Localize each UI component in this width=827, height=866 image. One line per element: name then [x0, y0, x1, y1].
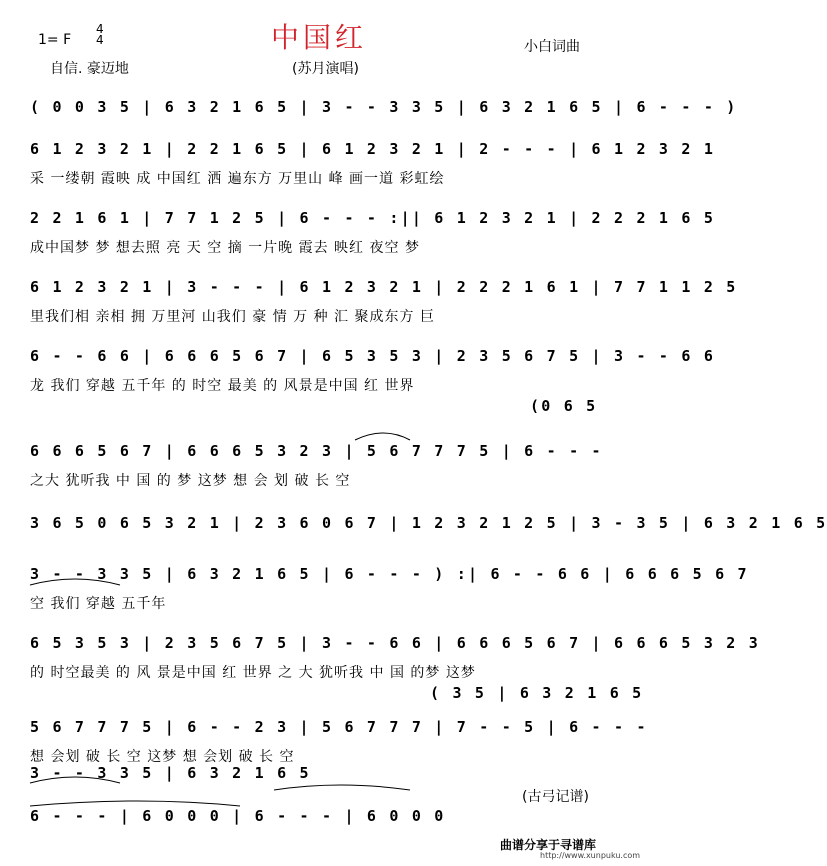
lyrics-row-4: 里我们相 亲相 拥 万里河 山我们 豪 情 万 种 汇 聚成东方 巨 — [30, 309, 435, 325]
notes-row-3: 2 2 1 6 1 | 7 7 1 2 5 | 6 - - - :|| 6 1 2 3 2 1 | 2 2 2 1 6 5 — [30, 209, 716, 227]
lyrics-row-2: 采 一缕朝 霞映 成 中国红 洒 遍东方 万里山 峰 画一道 彩虹绘 — [30, 171, 445, 187]
lyrics-row-10: 的 时空最美 的 风 景是中国 红 世界 之 大 犹听我 中 国 的梦 这梦 — [30, 665, 476, 681]
slur — [355, 433, 410, 440]
meter-bottom: 4 — [96, 33, 104, 47]
notes-row-5: 6 - - 6 6 | 6 6 6 5 6 7 | 6 5 3 5 3 | 2 3 5 6 7 5 | 3 - - 6 6 — [30, 347, 716, 365]
notes-row-10: 6 5 3 5 3 | 2 3 5 6 7 5 | 3 - - 6 6 | 6 6 6 5 6 7 | 6 6 6 5 3 2 3 — [30, 634, 760, 652]
notes-row-14: 6 - - - | 6 0 0 0 | 6 - - - | 6 0 0 0 — [30, 807, 446, 825]
lyrics-row-12: 想 会划 破 长 空 这梦 想 会划 破 长 空 — [30, 749, 295, 765]
notes-row-7: 6 6 6 5 6 7 | 6 6 6 5 3 2 3 | 5 6 7 7 7 5 | 6 - - - — [30, 442, 603, 460]
meter-top: 4 — [96, 22, 104, 36]
slur — [274, 785, 410, 790]
watermark-site: 曲谱分享于寻谱库 — [500, 838, 597, 852]
lyrics-row-9: 空 我们 穿越 五千年 — [30, 596, 167, 612]
notes-row-2: 6 1 2 3 2 1 | 2 2 1 6 5 | 6 1 2 3 2 1 | 2 - - - | 6 1 2 3 2 1 — [30, 140, 716, 158]
notes-row-13: 3 - - 3 3 5 | 6 3 2 1 6 5 — [30, 764, 311, 782]
lyrics-row-3: 成中国梦 梦 想去照 亮 天 空 摘 一片晚 霞去 映红 夜空 梦 — [30, 240, 420, 256]
key-signature: 1= F — [38, 32, 72, 48]
tempo-marking: 自信. 豪迈地 — [50, 61, 129, 77]
notes-row-4: 6 1 2 3 2 1 | 3 - - - | 6 1 2 3 2 1 | 2 2 2 1 6 1 | 7 7 1 1 2 5 — [30, 278, 738, 296]
notes-row-12: 5 6 7 7 7 5 | 6 - - 2 3 | 5 6 7 7 7 | 7 - - 5 | 6 - - - — [30, 718, 648, 736]
singer: (苏月演唱) — [292, 61, 359, 77]
notes-row-9: 3 - - 3 3 5 | 6 3 2 1 6 5 | 6 - - - ) :| 6 - - 6 6 | 6 6 6 5 6 7 — [30, 565, 749, 583]
slur — [30, 801, 240, 806]
watermark-url: http://www.xunpuku.com — [540, 851, 641, 860]
author: 小白词曲 — [524, 39, 580, 55]
notes-row-8: 3 6 5 0 6 5 3 2 1 | 2 3 6 0 6 7 | 1 2 3 2 1 2 5 | 3 - 3 5 | 6 3 2 1 6 5 — [30, 514, 827, 532]
song-title: 中国红 — [270, 21, 367, 54]
notes-row-11: ( 3 5 | 6 3 2 1 6 5 — [430, 684, 644, 702]
notes-row-6: (0 6 5 — [530, 397, 598, 415]
transcriber-credit: (古弓记谱) — [522, 789, 589, 805]
notes-row-1: ( 0 0 3 5 | 6 3 2 1 6 5 | 3 - - 3 3 5 | 6 3 2 1 6 5 | 6 - - - ) — [30, 98, 738, 116]
lyrics-row-7: 之大 犹听我 中 国 的 梦 这梦 想 会 划 破 长 空 — [30, 473, 351, 489]
lyrics-row-5: 龙 我们 穿越 五千年 的 时空 最美 的 风景是中国 红 世界 — [30, 378, 415, 394]
